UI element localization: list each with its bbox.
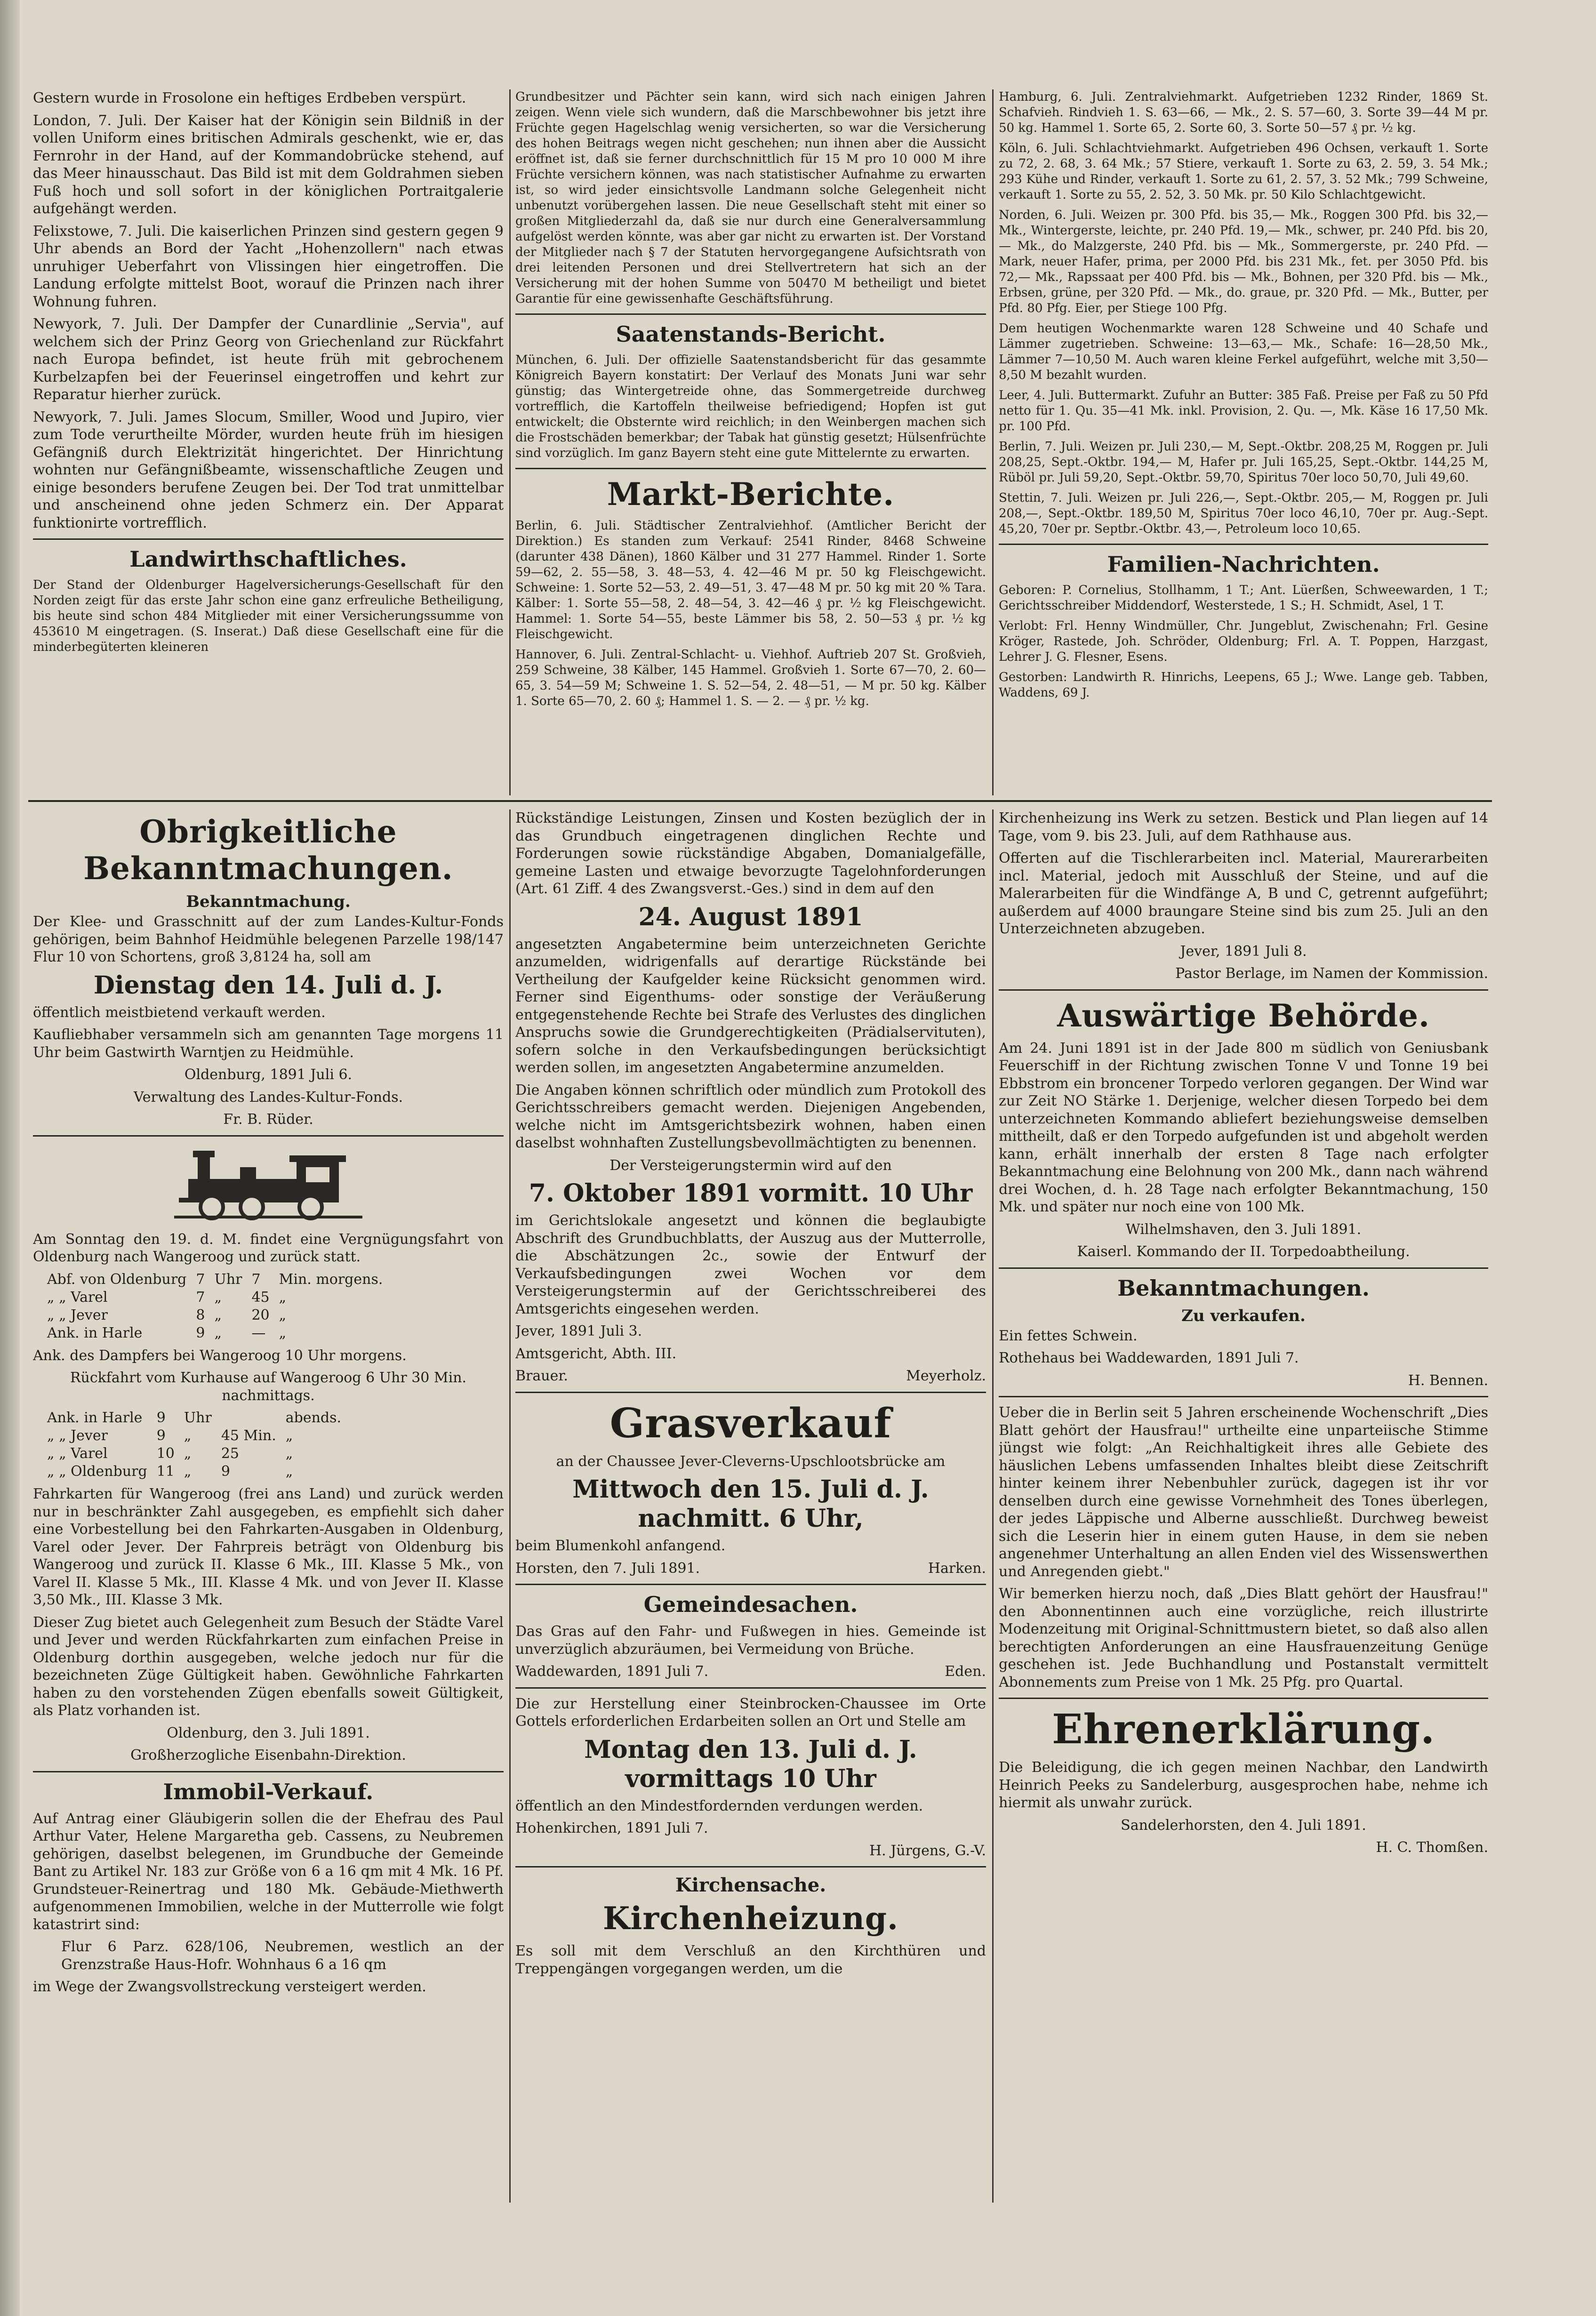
news-column-right [999,89,1488,786]
timetable-cell: „ [184,1463,192,1480]
news-saatenstand: München, 6. Juli. Der offizielle Saatenstandsbericht für das gesammte Königreich Bayern konstatirt: Der Verlauf des Monats Juni war sehr günstig; das Wintergetreide ohne, das Sommergetreide durchweg vortrefflich, die Kartoffeln theilweise befriedigend; Hopfen ist gut entwickelt; die Obsternte wird reichlich; in den Weinbergen machen sich die Frostschäden bemerkbar; der Tabak hat günstig gesetzt; Hülsenfrüchte sind vorzüglich. Im ganz Bayern steht eine gute Mittelernte zu erwarten. [515,353,986,460]
divider [999,1267,1488,1269]
market-koeln: Köln, 6. Juli. Schlachtviehmarkt. Aufgetrieben 496 Ochsen, verkauft 1. Sorte zu 72, 2. 68, 3. 64 Mk.; 57 Stiere, verkauft 1. Sorte zu 63, 2. 59, 3. 54 Mk.; 293 Kühe und Rinder, verkauft 1. Sorte zu 61, 2. 57, 3. 52 Mk.; 799 Schweine, verkauft 1. Sorte zu 55, 2. 52, 3. 50 Mk. pr. 50 Kilo Schlachtgewicht. [999,141,1488,202]
section-heading-marktberichte: Markt-Berichte. [607,476,895,513]
divider [999,1698,1488,1699]
timetable-cell: 8 [196,1306,205,1323]
timetable-cell: „ [279,1306,287,1323]
ad-mindestfordernden: öffentlich an den Mindestfordernden verdungen werden. [515,1797,923,1814]
ad-date-mittwoch: Mittwoch den 15. Juli d. J. nachmitt. 6 Uhr, [572,1475,929,1533]
ad-ehrenerklaerung: Die Beleidigung, die ich gegen meinen Nachbar, den Landwirth Heinrich Peeks zu Sandelerburg, ausgesprochen habe, nehme ich hiermit als unwahr zurück. [999,1759,1488,1811]
ad-date-oktober: 7. Oktober 1891 vormitt. 10 Uhr [529,1179,973,1208]
ad-torpedo: Am 24. Juni 1891 ist in der Jade 800 m südlich von Geniusbank Feuerschiff in der Richtung zwischen Tonne V und Tonne 19 bei Ebbstrom ein broncener Torpedo verloren gegangen. Der Wind war zur Zeit NO Stärke 1. Derjenige, welcher diesen Torpedo bei dem unterzeichneten Kommando abliefert beziehungsweise demselben mittheilt, daß er den Torpedo aufgefunden ist und abgeholt werden kann, erhält innerhalb der ersten 8 Tage nach erfolgter Bekanntmachung eine Belohnung von 200 Mk., dann nach während drei Wochen, d. h. 28 Tage nach erfolgter Bekanntmachung, 150 Mk. und später nur noch eine von 100 Mk. [999,1040,1488,1215]
ad-wilhelmshaven: Wilhelmshaven, den 3. Juli 1891. [1125,1221,1362,1238]
sig-harken: Harken. [928,1560,986,1577]
ad-horsten-datum: Horsten, den 7. Juli 1891. [515,1560,700,1577]
timetable-cell: „ „ Jever [47,1427,108,1444]
timetable-row [42,1306,387,1324]
timetable-cell: 9 [156,1427,166,1444]
heading-kirchensache: Kirchensache. [675,1874,826,1896]
ads-column-right [999,809,1488,2221]
divider [515,313,986,315]
section-heading-familien: Familien-Nachrichten. [1107,552,1380,577]
timetable-cell: 7 [251,1271,261,1288]
market-berlin-boerse: Berlin, 7. Juli. Weizen pr. Juli 230,— M, Sept.-Oktbr. 208,25 M, Roggen pr. Juli 208,25, Sept.-Oktbr. 194,— M, Hafer pr. Juli 165,25, Sept.-Oktbr. 144,25 M, Rüböl pr. Juli 59,20, Sept.-Oktbr. 59,70, Spiritus 70er loco 50,70, Juli 49,60. [999,440,1488,485]
ad-ort-datum: Oldenburg, 1891 Juli 6. [184,1066,353,1083]
family-gestorben: Gestorben: Landwirth R. Hinrichs, Leepens, 65 J.; Wwe. Lange geb. Tabben, Waddens, 69 J. [999,670,1488,700]
heading-bekanntmachung: Bekanntmachung. [186,892,351,911]
timetable-cell: Ank. in Harle [47,1410,143,1426]
ads-column-middle [515,809,986,2221]
news-column-middle [515,89,986,786]
timetable-cell: „ [184,1445,192,1462]
divider [515,1866,986,1867]
ad-signatur: Fr. B. Rüder. [223,1111,313,1128]
ad-rueckstaendige-leistungen: Rückständige Leistungen, Zinsen und Kosten bezüglich der in das Grundbuch eingetragenen dinglichen Rechte und Forderungen sowie rückständige Abgaben, Domanialgefälle, gemeine Lasten und etwaige bevorzugte Tagelohnforderungen (Art. 61 Ziff. 4 des Zwangsverst.-Ges.) sind in dem auf den [515,810,986,897]
ad-flur: Flur 6 Parz. 628/106, Neubremen, westlich an der Grenzstraße Haus-Hofr. Wohnhaus 6 a 16 qm [61,1939,504,1973]
heading-kirchenheizung: Kirchenheizung. [603,1900,898,1937]
heading-obrigkeitliche: Obrigkeitliche Bekanntmachungen. [83,813,453,887]
ad-angabetermin: angesetzten Angabetermine beim unterzeichneten Gerichte anzumelden, widrigenfalls auf derartige Rückstände bei Vertheilung der Kaufgelder keine Rücksicht genommen wird. Ferner sind Eigenthums- oder sonstige der Veräußerung entgegenstehende Rechte bei Strafe des Verlustes des dinglichen Anspruchs sowie die Grundgerechtigkeiten (Prädialservituten), sofern solche in den Verkaufsbedingungen berücksichtigt werden sollen, im angesetzten Angabetermine anzumelden. [515,936,986,1076]
market-berlin: Berlin, 6. Juli. Städtischer Zentralviehhof. (Amtlicher Bericht der Direktion.) Es standen zum Verkauf: 2541 Rinder, 8468 Schweine (darunter 438 Dänen), 1860 Kälber und 31 277 Hammel. Rinder 1. Sorte 59—62, 2. 55—58, 3. 48—53, 4. 42—46 M pr. 50 kg Fleischgewicht. Schweine: 1. Sorte 52—53, 2. 49—51, 3. 47—48 M pr. 50 kg mit 20 % Tara. Kälber: 1. Sorte 55—58, 2. 48—54, 3. 42—46 ₰ pr. ½ kg Fleischgewicht. Hammel: 1. Sorte 54—55, beste Lämmer bis 58, 2. 50—53 ₰ pr. ½ kg Fleischgewicht. [515,519,986,641]
timetable-cell: „ [285,1427,293,1444]
divider [999,989,1488,991]
divider [515,1584,986,1585]
section-heading-landwirthschaft: Landwirthschaftliches. [129,546,407,572]
news-london: London, 7. Juli. Der Kaiser hat der Königin sein Bildniß in der vollen Uniform eines britischen Admirals geschenkt, wie er, das Fernrohr in der Hand, auf der Kommandobrücke stehend, auf das Meer hinausschaut. Das Bild ist mit dem Goldrahmen sieben Fuß hoch und soll sofort in der königlichen Portraitgalerie aufgehängt werden. [33,112,504,217]
heading-zu-verkaufen: Zu verkaufen. [1181,1306,1306,1325]
ad-zug-besuch: Dieser Zug bietet auch Gelegenheit zum Besuch der Städte Varel und Jever und werden Rückfahrkarten zum einfachen Preise in Oldenburg dorthin ausgegeben, welche jedoch nur für die bezeichneten Züge Gültigkeit haben. Gewöhnliche Fahrkarten haben zu den vorstehenden Zügen ebenfalls soweit Gültigkeit, als Platz vorhanden ist. [33,1614,504,1719]
market-hamburg: Hamburg, 6. Juli. Zentralviehmarkt. Aufgetrieben 1232 Rinder, 1869 St. Schafvieh. Rindvieh 1. S. 63—66, — Mk., 2. S. 57—60, 3. Sorte 39—44 M pr. 50 kg. Hammel 1. Sorte 65, 2. Sorte 60, 3. Sorte 50—57 ₰ pr. ½ kg. [999,90,1488,135]
timetable-rueckfahrt [42,1409,346,1481]
column-divider [992,809,994,2203]
market-wochenmarkt: Dem heutigen Wochenmarkte waren 128 Schweine und 40 Schafe und Lämmer zugetrieben. Schweine: 13—63,— Mk., Schafe: 16—28,50 Mk., Lämmer 7—10,50 M. Auch waren kleine Ferkel aufgeführt, welche mit 3,50—8,50 M bezahlt wurden. [999,321,1488,382]
timetable-cell: „ [214,1306,222,1323]
timetable-cell: „ „ Oldenburg [47,1463,147,1480]
ad-kaufliebhaber: Kaufliebhaber versammeln sich am genannten Tage morgens 11 Uhr beim Gastwirth Warntjen zu Heidmühle. [33,1026,504,1061]
market-leer: Leer, 4. Juli. Buttermarkt. Zufuhr an Butter: 385 Faß. Preise per Faß zu 50 Pfd netto für 1. Qu. 35—41 Mk. inkl. Provision, 2. Qu. —, Mk. Käse 16 17,50 Mk. pr. 100 Pfd. [999,388,1488,433]
timetable-cell: „ [279,1324,287,1341]
timetable-cell: „ „ Varel [47,1289,108,1306]
timetable-cell: „ [279,1289,287,1306]
timetable-hinfahrt [42,1271,387,1342]
ad-kirchenheizung-cont: Kirchenheizung ins Werk zu setzen. Bestick und Plan liegen auf 14 Tage, vom 9. bis 23. Juli, auf dem Rathhause aus. [999,810,1488,844]
locomotive-icon [169,1146,367,1221]
ad-rueckfahrt: Rückfahrt vom Kurhause auf Wangeroog 6 Uhr 30 Min. nachmittags. [70,1370,467,1404]
ad-waddewarden-datum: Waddewarden, 1891 Juli 7. [515,1663,709,1680]
ad-horsten [515,1560,986,1578]
divider [515,468,986,469]
ads-column-left [33,809,504,2221]
family-geboren: Geboren: P. Cornelius, Stollhamm, 1 T.; Ant. Lüerßen, Schweewarden, 1 T.; Gerichtsschreiber Middendorf, Westerstede, 1 S.; H. Schmidt, Asel, 1 T. [999,583,1488,613]
timetable-cell: „ [184,1427,192,1444]
ad-vergnuegungsfahrt: Am Sonntag den 19. d. M. findet eine Vergnügungsfahrt von Oldenburg nach Wangeroog und zurück statt. [33,1231,504,1265]
ad-oeffentlich: öffentlich meistbietend verkauft werden. [33,1004,326,1021]
timetable-row [42,1463,346,1481]
news-erdbeben: Gestern wurde in Frosolone ein heftiges Erdbeben verspürt. [33,90,466,106]
timetable-cell: Ank. in Harle [47,1324,143,1341]
timetable-cell: 7 [196,1289,205,1306]
ad-date-montag: Montag den 13. Juli d. J. vormittags 10 Uhr [584,1735,917,1793]
timetable-cell: Uhr [214,1271,242,1288]
ad-blumenkohl: beim Blumenkohl anfangend. [515,1538,726,1554]
market-norden: Norden, 6. Juli. Weizen pr. 300 Pfd. bis 35,— Mk., Roggen 300 Pfd. bis 32,— Mk., Wintergerste, leichte, pr. 240 Pfd. 19,— Mk., schwer, pr. 240 Pfd. bis 20,— Mk., do Malzgerste, 240 Pfd. bis — Mk., Sommergerste, pr. 240 Pfd. — Mark, neuer Hafer, prima, per 2000 Pfd. bis 231 Mk., fet. per 3050 Pfd. bis 72,— Mk., Rapssaat per 400 Pfd. bis — Mk., Bohnen, per 320 Pfd. bis — Mk., Erbsen, grüne, per 320 Pfd. — Mk., do. graue, pr. 320 Pfd. — Mk., Butter, per Pfd. 80 Pfg. Eier, per Stiege 100 Pfg. [999,208,1488,315]
heading-gemeindesachen: Gemeindesachen. [643,1592,858,1617]
column-divider [509,89,511,795]
sig-bennen: H. Bennen. [1408,1372,1488,1389]
divider [33,1135,504,1137]
ad-gerichtslokale: im Gerichtslokale angesetzt und können die beglaubigte Abschrift des Grundbuchblatts, der Auszug aus der Mutterrolle, die Abschätzungen 2c., sowie der Entwurf der Verkaufsbedingungen zwei Wochen vor dem Versteigerungstermin auf der Gerichtsschreiberei des Amtsgerichts eingesehen werden. [515,1212,986,1317]
heading-grasverkauf: Grasverkauf [610,1399,892,1447]
timetable-cell: Min. morgens. [279,1271,383,1288]
ad-fettes-schwein: Ein fettes Schwein. [999,1327,1138,1344]
timetable-cell: 20 [251,1306,270,1323]
divider [33,1771,504,1772]
ad-angaben: Die Angaben können schriftlich oder mündlich zum Protokoll des Gerichtsschreibers gemacht werden. Diejenigen Angebenden, welche nicht im Amtsgerichtsbezirk wohnen, haben einen daselbst wohnhaften Zustellungsbevollmächtigten zu benennen. [515,1082,986,1151]
ad-zwangsvollstreckung: im Wege der Zwangsvollstreckung versteigert werden. [33,1979,426,1995]
timetable-cell: Uhr [184,1410,212,1426]
divider [999,1396,1488,1397]
ad-date-august: 24. August 1891 [638,902,863,931]
timetable-cell: 45 [251,1289,270,1306]
sig-brauer: Brauer. [515,1368,568,1384]
timetable-cell: „ [285,1463,293,1480]
ad-jever-juli: Jever, 1891 Juli 8. [1180,943,1307,960]
timetable-row [42,1409,346,1427]
ad-amtsgericht: Amtsgericht, Abth. III. [515,1345,677,1362]
timetable-row [42,1445,346,1463]
timetable-cell: 25 [221,1445,240,1462]
timetable-cell: 9 [196,1324,205,1341]
heading-bekanntmachungen: Bekanntmachungen. [1117,1275,1370,1301]
divider [515,1392,986,1393]
sig-thomssen: H. C. Thomßen. [1376,1839,1488,1856]
timetable-cell: abends. [285,1410,342,1426]
ad-waddewarden [515,1663,986,1681]
ad-sandelerhorsten: Sandelerhorsten, den 4. Juli 1891. [1121,1817,1366,1834]
section-heading-saatenstand: Saatenstands-Bericht. [616,321,886,347]
ad-gras-fahrwege: Das Gras auf den Fahr- und Fußwegen in hies. Gemeinde ist unverzüglich abzuräumen, bei Vermeidung von Brüche. [515,1623,986,1658]
sig-meyerholz: Meyerholz. [906,1368,986,1384]
ad-ort-datum-2: Oldenburg, den 3. Juli 1891. [167,1724,370,1741]
ad-chaussee: an der Chaussee Jever-Cleverns-Upschlootsbrücke am [556,1453,946,1470]
heading-immobil-verkauf: Immobil-Verkauf. [163,1779,374,1804]
ad-steinbrocken: Die zur Herstellung einer Steinbrocken-Chaussee im Orte Gottels erforderlichen Erdarbeiten sollen an Ort und Stelle am [515,1695,986,1730]
divider [999,544,1488,545]
divider [515,1687,986,1689]
news-newyork-servia: Newyork, 7. Juli. Der Dampfer der Cunardlinie „Servia", auf welchem sich der Prinz Georg von Griechenland zur Rückfahrt nach Europa befindet, ist heute früh mit gebrochenem Kurbelzapfen bei der Feuerinsel eingetroffen und kehrt zur Reparatur hierher zurück. [33,316,504,403]
timetable-cell: 10 [156,1445,175,1462]
ad-kirchenheizung: Es soll mit dem Verschluß an den Kirchthüren und Treppengängen vorgegangen werden, um die [515,1943,986,1977]
ad-signaturen [515,1367,986,1385]
timetable-cell [217,1409,281,1427]
ad-ankunft-dampfer: Ank. des Dampfers bei Wangeroog 10 Uhr morgens. [33,1347,407,1364]
divider [33,538,504,540]
timetable-cell: 7 [196,1271,205,1288]
timetable-row [42,1427,346,1445]
market-hannover: Hannover, 6. Juli. Zentral-Schlacht- u. Viehhof. Auftrieb 207 St. Großvieh, 259 Schweine, 38 Kälber, 145 Hammel. Großvieh 1. Sorte 67—70, 2. 60—65, 3. 54—59 M; Schweine 1. S. 52—54, 2. 48—51, — M pr. 50 kg. Kälber 1. Sorte 65—70, 2. 60 ₰; Hammel 1. S. — 2. — ₰ pr. ½ kg. [515,648,986,708]
ad-rothehaus: Rothehaus bei Waddewarden, 1891 Juli 7. [999,1350,1299,1366]
family-verlobt: Verlobt: Frl. Henny Windmüller, Chr. Jungeblut, Zwischenahn; Frl. Gesine Kröger, Rastede, Joh. Schröder, Oldenburg; Frl. A. T. Poppen, Harzgast, Lehrer J. G. Flesner, Esens. [999,619,1488,664]
ad-date-dienstag: Dienstag den 14. Juli d. J. [93,970,443,1000]
timetable-cell: „ [214,1324,222,1341]
sig-juergens: H. Jürgens, G.-V. [869,1842,986,1859]
timetable-row [42,1271,387,1289]
timetable-cell: „ [285,1445,293,1462]
ad-dies-blatt-2: Wir bemerken hierzu noch, daß „Dies Blatt gehört der Hausfrau!" den Abonnentinnen auch eine vorzügliche, reich illustrirte Modenzeitung mit Original-Schnittmustern bietet, so daß also allen berechtigten Anforderungen an eine Hausfrauenzeitung Genüge geschehen ist. Jede Buchhandlung und Postanstalt vermittelt Abonnements zum Preise von 1 Mk. 25 Pfg. pro Quartal. [999,1586,1488,1691]
timetable-cell: „ „ Varel [47,1445,108,1462]
timetable-cell: 45 Min. [221,1427,276,1444]
ad-eisenbahn-direktion: Großherzogliche Eisenbahn-Direktion. [130,1747,406,1763]
column-divider [992,89,994,795]
sig-eden: Eden. [945,1663,986,1680]
news-hagel-cont: Grundbesitzer und Pächter sein kann, wird sich nach einigen Jahren zeigen. Wenn viele sich wundern, daß die Marschbewohner bis jetzt ihre Früchte gegen Hagelschlag wenig versicherten, so war die Versicherung des hohen Beitrags wegen nicht geschehen; nun ihnen aber die Aussicht eröffnet ist, daß sie ferner durchschnittlich für 15 M pro 10 000 M ihre Früchte versichern können, was nach statistischer Aufnahme zu erwarten ist, so wird jeder einsichtsvolle Landmann solche Gelegenheit nicht unbenutzt vorübergehen lassen. Die neue Gesellschaft steht mit einer so großen Mitgliederzahl da, daß sie nur durch eine Generalversammlung aufgelöst werden könnte, was aber gar nicht zu erwarten ist. Der Vorstand der Mitglieder nach § 7 der Statuten hervorgegangene Aufsichtsrath von drei leitenden Personen und drei Stellvertretern hat sich an der Versicherung mit der hohen Summe von 50470 M betheiligt und bietet Garantie für eine gewissenhafte Geschäftsführung. [515,90,986,306]
ad-hohenkirchen: Hohenkirchen, 1891 Juli 7. [515,1820,708,1836]
news-newyork-hinrichtung: Newyork, 7. Juli. James Slocum, Smiller, Wood und Jupiro, vier zum Tode verurtheilte Mörder, wurden heute früh im hiesigen Gefängniß durch Elektrizität hingerichtet. Der Hinrichtung wohnten nur Gefängnißbeamte, wissenschaftliche Zeugen und einige besonders berufene Zeugen bei. Der Tod trat unmittelbar und anscheinend ohne jeden Schmerz ein. Der Apparat funktionirte vortrefflich. [33,409,504,531]
ad-versteigerungstermin: Der Versteigerungstermin wird auf den [610,1157,892,1174]
timetable-cell: 9 [221,1463,230,1480]
ad-jever-datum: Jever, 1891 Juli 3. [515,1323,642,1339]
ad-dies-blatt: Ueber die in Berlin seit 5 Jahren erscheinende Wochenschrift „Dies Blatt gehört der Hausfrau!" urtheilte eine unparteiische Stimme jüngst wie folgt: „An Reichhaltigkeit ihres alle Gebiete des häuslichen Lebens umfassenden Inhaltes bleibt diese Zeitschrift hinter keinem ihrer Nebenbuhler zurück, dagegen ist ihr vor denselben durch eine gewisse Vornehmheit des Tones überlegen, der jedes Läppische und Alberne ausschließt. Durchweg beweist sich die Leserin hier in einem guten Hause, in dem sie neben angenehmer Unterhaltung an allen Enden viel des Wissenswerthen und Anregenden giebt." [999,1404,1488,1580]
ad-verwaltung: Verwaltung des Landes-Kultur-Fonds. [133,1089,403,1106]
timetable-row [42,1289,387,1306]
market-stettin: Stettin, 7. Juli. Weizen pr. Juli 226,—, Sept.-Oktbr. 205,— M, Roggen pr. Juli 208,—, Sept.-Oktbr. 189,50 M, Spiritus 70er loco 46,10, 70er pr. Aug.-Sept. 45,20, 70er pr. Septbr.-Oktbr. 43,—, Petroleum loco 10,65. [999,491,1488,536]
news-felixstowe: Felixstowe, 7. Juli. Die kaiserlichen Prinzen sind gestern gegen 9 Uhr abends an Bord der Yacht „Hohenzollern" nach etwas unruhiger Ueberfahrt von Vlissingen hier eingetroffen. Die Landung erfolgte mittelst Boot, worauf die Prinzen nach ihrer Wohnung fuhren. [33,223,504,310]
timetable-cell: „ [214,1289,222,1306]
sig-pastor-berlage: Pastor Berlage, im Namen der Kommission. [1175,965,1488,982]
section-divider-ads [28,800,1492,802]
ad-fahrkarten: Fahrkarten für Wangeroog (frei ans Land) und zurück werden nur in beschränkter Zahl ausgegeben, es empfiehlt sich daher eine Vorbestellung bei den Fahrkarten-Ausgaben in Oldenburg, Varel oder Jever. Der Fahrpreis beträgt von Oldenburg bis Wangeroog und zurück II. Klasse 6 Mk., III. Klasse 5 Mk., von Varel II. Klasse 5 Mk., III. Klasse 4 Mk. und von Jever II. Klasse 3,50 Mk., III. Klasse 3 Mk. [33,1486,504,1608]
timetable-cell: 9 [156,1410,166,1426]
heading-ehrenerklaerung: Ehrenerklärung. [1051,1706,1436,1753]
news-hagelversicherung: Der Stand der Oldenburger Hagelversicherungs-Gesellschaft für den Norden zeigt für das erste Jahr schon eine ganz erfreuliche Betheiligung, bis heute sind schon 484 Mitglieder mit einer Versicherungssumme von 453610 M eingetragen. (S. Inserat.) Daß diese Gesellschaft eine für die minderbegüterten kleineren [33,578,504,654]
ad-immobil: Auf Antrag einer Gläubigerin sollen die der Ehefrau des Paul Arthur Vater, Helene Margaretha geb. Cassens, zu Neubremen gehörigen, daselbst belegenen, im Grundbuche der Gemeinde Bant zu Artikel Nr. 183 zur Größe von 6 a 16 qm mit 4 Mk. 16 Pf. Grundsteuer-Reinertrag und 180 Mk. Gebäude-Miethwerth aufgenommenen Immobilien, welche in der Mutterrolle wie folgt katastrirt sind: [33,1810,504,1933]
timetable-cell: — [251,1324,266,1341]
sig-torpedoabtheilung: Kaiserl. Kommando der II. Torpedoabtheilung. [1077,1243,1410,1260]
heading-auswaertige-behoerde: Auswärtige Behörde. [1057,997,1430,1034]
column-divider [509,809,511,2203]
timetable-cell: Abf. von Oldenburg [47,1271,187,1288]
timetable-cell: „ „ Jever [47,1306,108,1323]
ad-kleeschnitt: Der Klee- und Grasschnitt auf der zum Landes-Kultur-Fonds gehörigen, beim Bahnhof Heidmühle belegenen Parzelle 198/147 Flur 10 von Schortens, groß 3,8124 ha, soll am [33,914,504,965]
timetable-row [42,1324,387,1342]
page-binding-edge [0,0,20,2316]
ad-offerten: Offerten auf die Tischlerarbeiten incl. Material, Maurerarbeiten incl. Material, jedoch mit Ausschluß der Steine, und auf die Malerarbeiten für die Windfänge A, B und C, getrennt aufgeführt; außerdem auf 4000 braungare Steine sind bis zum 25. Juli an den Unterzeichneten abzugeben. [999,850,1488,937]
timetable-cell: 11 [156,1463,175,1480]
news-column-left [33,89,504,786]
